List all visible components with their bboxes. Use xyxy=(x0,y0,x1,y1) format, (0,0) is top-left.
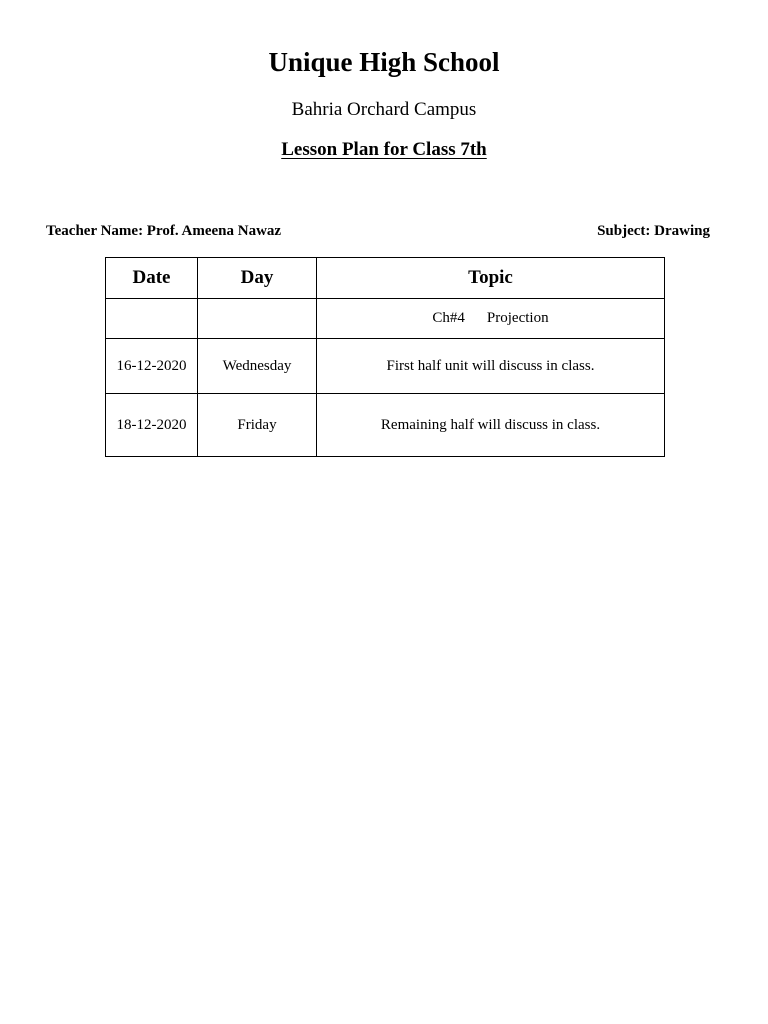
meta-row xyxy=(46,221,710,241)
subject-name: Subject: Drawing xyxy=(597,223,710,239)
teacher-name: Teacher Name: Prof. Ameena Nawaz xyxy=(46,223,282,239)
row-day: Friday xyxy=(198,394,317,457)
row-date: 18-12-2020 xyxy=(106,394,198,457)
table-row xyxy=(106,339,665,394)
chapter-day-cell xyxy=(198,299,317,339)
lesson-plan-table xyxy=(105,257,665,457)
row-topic: Remaining half will discuss in class. xyxy=(317,394,665,457)
school-name: Unique High School xyxy=(268,47,500,77)
chapter-row xyxy=(106,299,665,339)
row-topic: First half unit will discuss in class. xyxy=(317,339,665,394)
chapter-number: Ch#4 xyxy=(432,310,465,326)
chapter-topic-cell xyxy=(317,299,665,339)
header-day: Day xyxy=(198,258,317,299)
header-date: Date xyxy=(106,258,198,299)
table-row xyxy=(106,394,665,457)
lesson-title xyxy=(0,137,768,163)
campus-name: Bahria Orchard Campus xyxy=(291,99,477,120)
header-topic: Topic xyxy=(317,258,665,299)
chapter-title: Projection xyxy=(486,310,549,326)
table-header-row xyxy=(106,258,665,299)
row-date: 16-12-2020 xyxy=(106,339,198,394)
lesson-title-text: Lesson Plan for Class 7th xyxy=(281,139,487,160)
chapter-date-cell xyxy=(106,299,198,339)
row-day: Wednesday xyxy=(198,339,317,394)
